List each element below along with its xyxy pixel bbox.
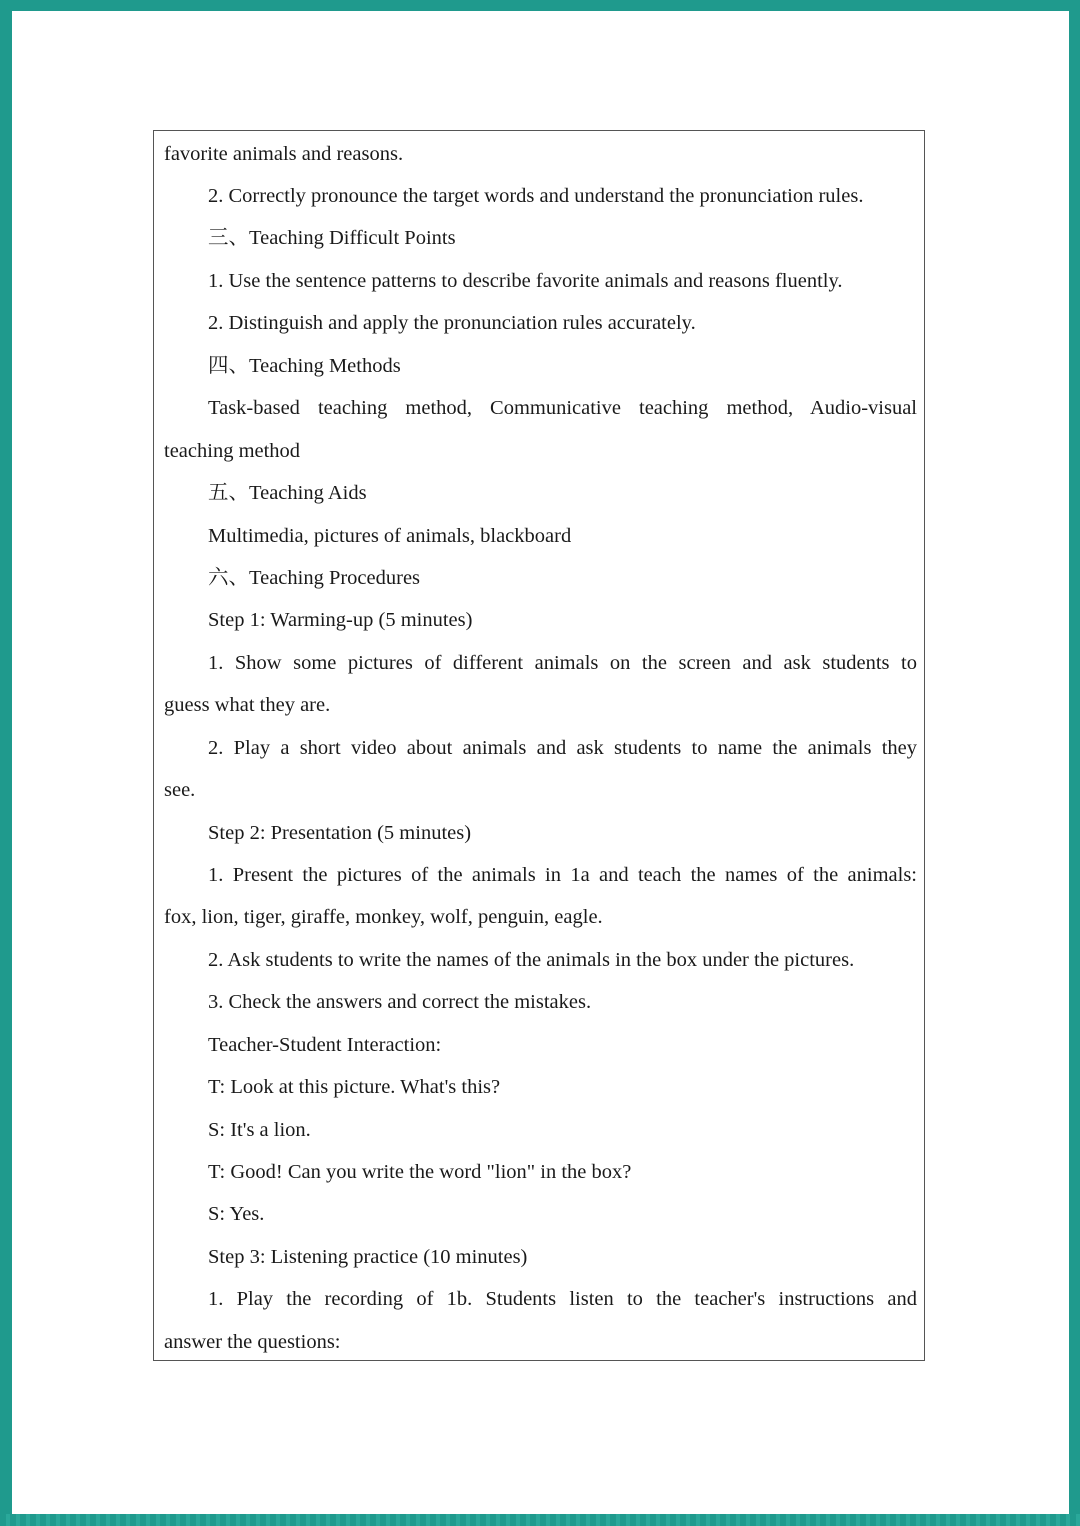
text-line: 1. Present the pictures of the animals in 1a and teach the names of the animals: [208, 864, 917, 886]
text-line: 2. Correctly pronounce the target words and understand the pronunciation rules. [208, 185, 864, 207]
text-line: Teacher-Student Interaction: [208, 1034, 442, 1056]
lesson-plan-box [153, 130, 925, 1361]
section-heading: 三、Teaching Difficult Points [208, 227, 456, 249]
text-line: 1. Show some pictures of different animals on the screen and ask students to [208, 652, 917, 674]
text-line: answer the questions: [164, 1331, 341, 1353]
text-line: fox, lion, tiger, giraffe, monkey, wolf, penguin, eagle. [164, 906, 603, 928]
text-line: guess what they are. [164, 694, 331, 716]
dialogue-line: S: It's a lion. [208, 1119, 311, 1141]
text-line: 2. Play a short video about animals and ask students to name the animals they [208, 737, 917, 759]
step-heading: Step 2: Presentation (5 minutes) [208, 822, 472, 844]
dialogue-line: S: Yes. [208, 1203, 265, 1225]
text-line: 1. Play the recording of 1b. Students listen to the teacher's instructions and [208, 1288, 917, 1310]
text-line: 3. Check the answers and correct the mistakes. [208, 991, 592, 1013]
dialogue-line: T: Good! Can you write the word "lion" in the box? [208, 1161, 632, 1183]
document-page [12, 11, 1069, 1514]
text-line: favorite animals and reasons. [164, 143, 404, 165]
text-line: Multimedia, pictures of animals, blackboard [208, 525, 572, 547]
frame-border-stripe [0, 1514, 1080, 1526]
step-heading: Step 3: Listening practice (10 minutes) [208, 1246, 528, 1268]
text-line: Task-based teaching method, Communicative teaching method, Audio-visual [208, 397, 917, 419]
section-heading: 五、Teaching Aids [208, 482, 367, 504]
dialogue-line: T: Look at this picture. What's this? [208, 1076, 501, 1098]
text-line: teaching method [164, 440, 301, 462]
text-line: 1. Use the sentence patterns to describe favorite animals and reasons fluently. [208, 270, 843, 292]
step-heading: Step 1: Warming-up (5 minutes) [208, 609, 473, 631]
text-line: 2. Distinguish and apply the pronunciation rules accurately. [208, 312, 696, 334]
section-heading: 四、Teaching Methods [208, 355, 401, 377]
text-line: see. [164, 779, 196, 801]
text-line: 2. Ask students to write the names of the animals in the box under the pictures. [208, 949, 855, 971]
section-heading: 六、Teaching Procedures [208, 567, 421, 589]
